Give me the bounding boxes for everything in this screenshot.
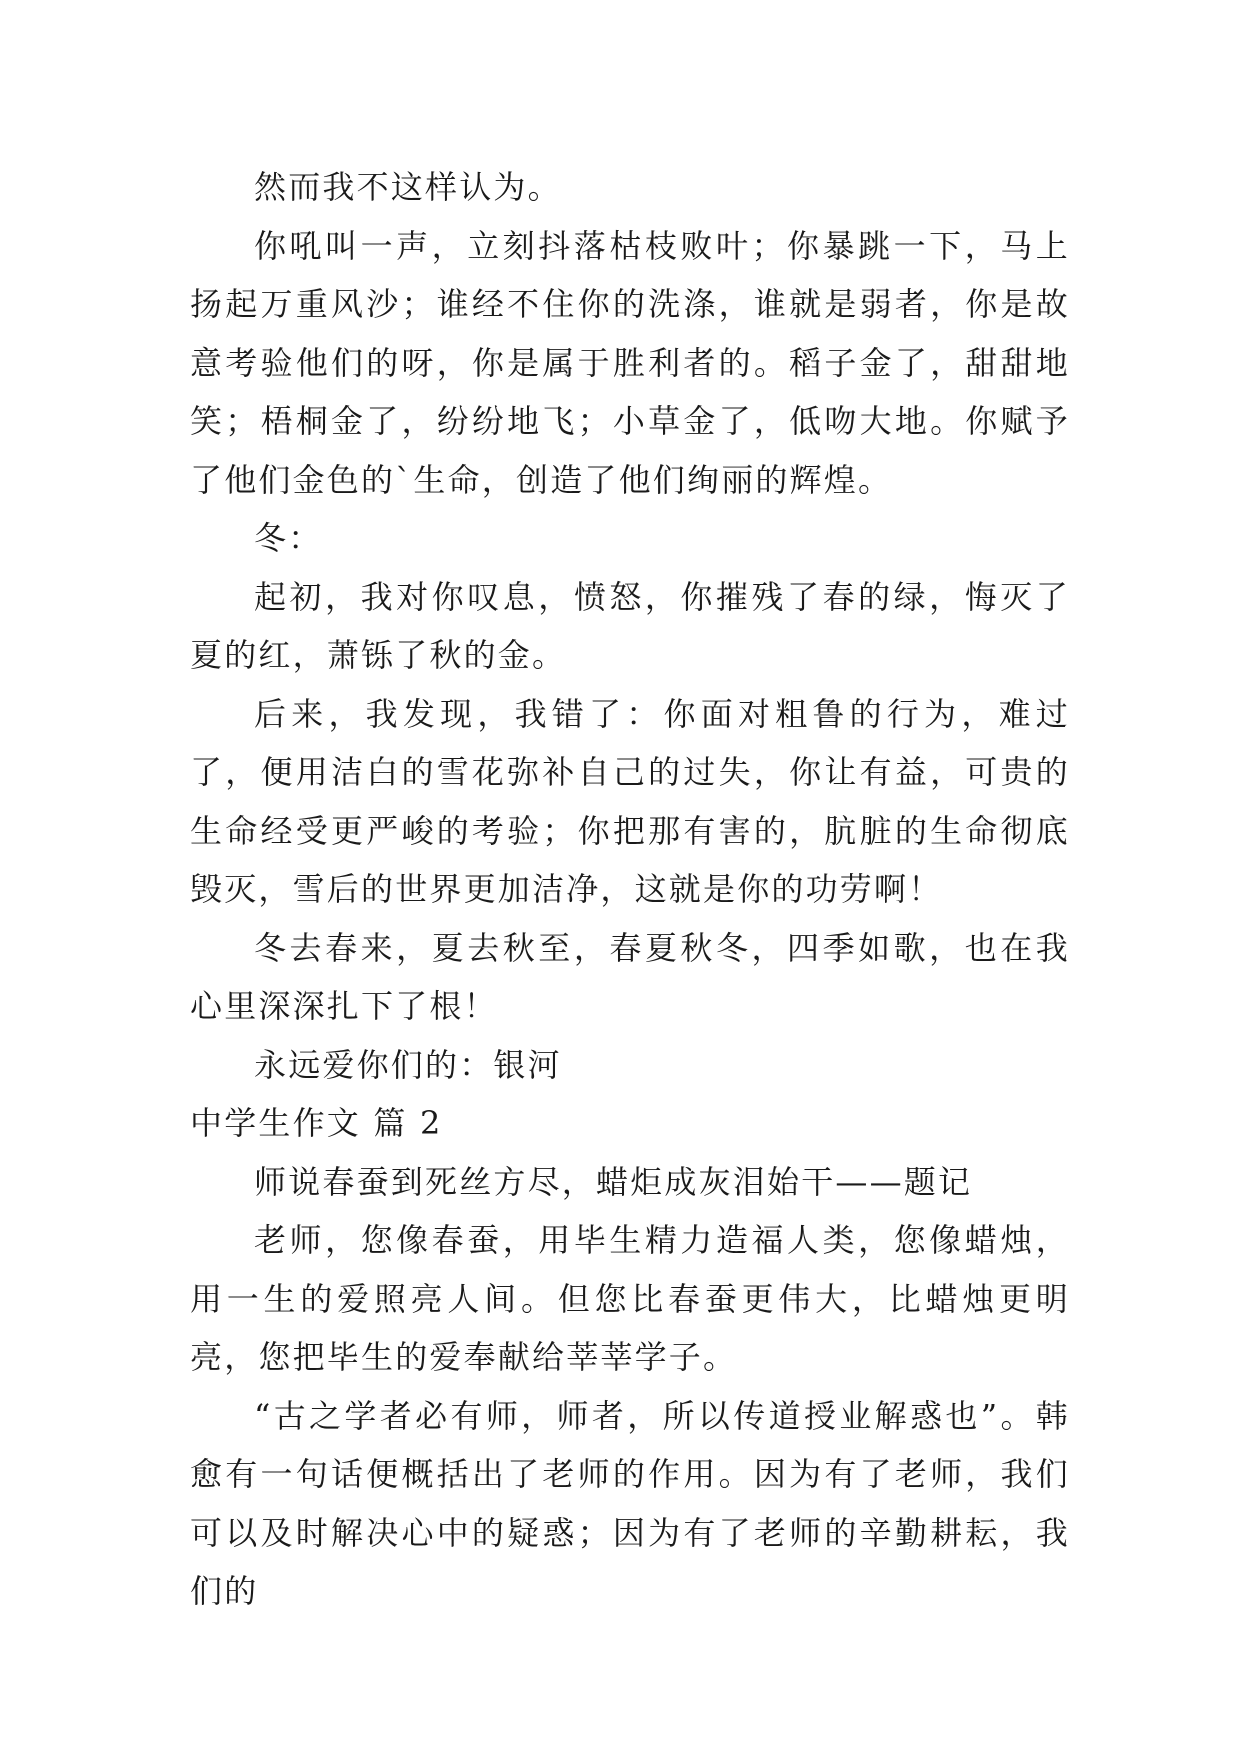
paragraph: “古之学者必有师，师者，所以传道授业解惑也”。韩愈有一句话便概括出了老师的作用。因为有了老师，我们可以及时解决心中的疑惑；因为有了老师的辛勤耕耘，我们的: [190, 1396, 1070, 1610]
section-heading: 中学生作文 篇 2: [190, 1104, 443, 1142]
paragraph: 你吼叫一声，立刻抖落枯枝败叶；你暴跳一下，马上扬起万重风沙；谁经不住你的洗涤，谁就是弱者，你是故意考验他们的呀，你是属于胜利者的。稻子金了，甜甜地笑；梧桐金了，纷纷地飞；小草金了，低吻大地。你赋予了他们金色的`生命，创造了他们绚丽的辉煌。: [190, 226, 1070, 499]
paragraph: 冬：: [254, 519, 323, 557]
document-body: [190, 158, 1070, 1621]
signature-line: 永远爱你们的：银河: [254, 1045, 562, 1084]
paragraph: 老师，您像春蚕，用毕生精力造福人类，您像蜡烛，用一生的爱照亮人间。但您比春蚕更伟大，比蜡烛更明亮，您把毕生的爱奉献给莘莘学子。: [190, 1221, 1070, 1376]
paragraph: 冬去春来，夏去秋至，春夏秋冬，四季如歌，也在我心里深深扎下了根！: [190, 928, 1070, 1025]
paragraph: 然而我不这样认为。: [254, 168, 562, 206]
epigraph: 师说春蚕到死丝方尽，蜡炬成灰泪始干——题记: [254, 1162, 973, 1201]
paragraph: 起初，我对你叹息，愤怒，你摧残了春的绿，悔灭了夏的红，萧铄了秋的金。: [190, 577, 1070, 674]
paragraph: 后来，我发现，我错了：你面对粗鲁的行为，难过了，便用洁白的雪花弥补自己的过失，你让有益，可贵的生命经受更严峻的考验；你把那有害的，肮脏的生命彻底毁灭，雪后的世界更加洁净，这就是你的功劳啊！: [190, 694, 1070, 908]
